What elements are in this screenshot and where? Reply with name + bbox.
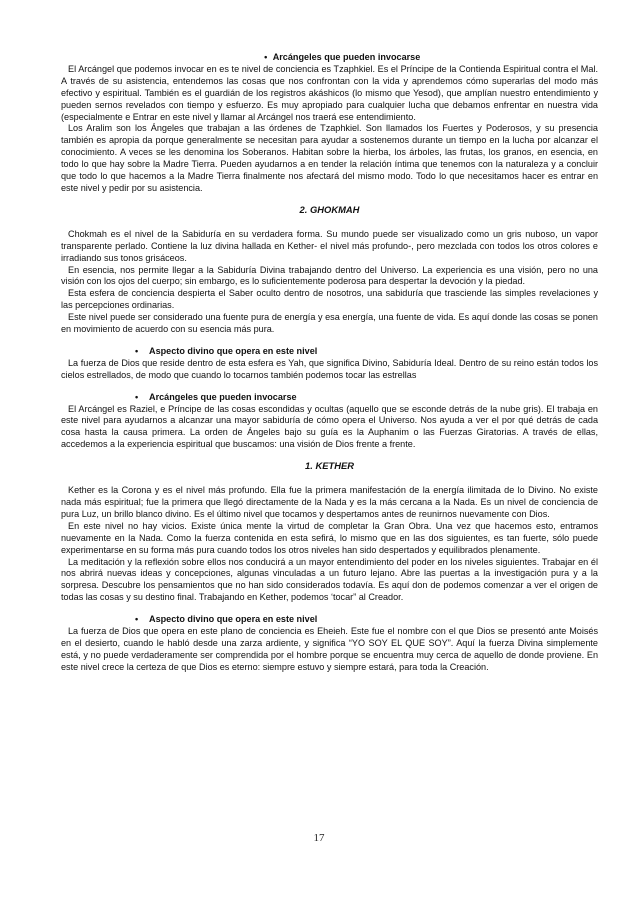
spacer [61,604,598,614]
spacer [61,336,598,346]
paragraph: La meditación y la reflexión sobre ellos nos conducirá a un mayor entendimiento del poder en los niveles siguientes. Trabajar en él nos abrirá nuevas ideas y concepciones, algunas vinculadas a un futuro lejano. Abre las puertas a la investigación pura y a la sorpresa. Descubre los pensamientos que no han sido considerados todavía. Es aquí don de podemos comenzar a ver el origen de todas las cosas y su destino final. Trabajando en Kether, podemos ‘tocar” al Creador. [61,556,598,603]
section-title-ghokmah: 2. GHOKMAH [299,203,360,215]
section-title-kether: 1. KETHER [305,460,354,472]
paragraph: Esta esfera de conciencia despierta el Saber oculto dentro de nosotros, una sabiduría que trasciende las simples revelaciones y las percepciones ordinarias. [61,288,598,311]
page-number: 17 [313,832,325,844]
paragraph: En esencia, nos permite llegar a la Sabiduría Divina trabajando dentro del Universo. La experiencia es una visión, pero no una visión con los ojos del cuerpo; sin embargo, es lo suficientemente poderosa para despertar la devoción y la piedad. [61,264,598,287]
paragraph: Kether es la Corona y es el nivel más profundo. Ella fue la primera manifestación de la energía ilimitada de lo Divino. No existe nada más espiritual; fue la primera que llegó directamente de la Nada y es la más cercana a la Nada. Es un nivel de conciencia de pura Luz, un brillo blanco divino. Es el último nivel que tocamos y despertamos antes de reunirnos nuevamente con Dios. [61,485,598,519]
heading-divine-aspect-1: • Aspecto divino que opera en este nivel [135,614,318,625]
paragraph: El Arcángel es Raziel, e Príncipe de las cosas escondidas y ocultas (aquello que se esconde detrás de la nube gris). El trabaja en este nivel para ayudarnos a alcanzar una mayor sabiduría de cómo opera el Universo. Nos ayuda a ver el por qué detrás de cada cosa hasta la causa primera. La orden de Ángeles bajo su guía es la Auphanim o las Fuerzas Giratorias. A través de ellas, accedemos a la experiencia espiritual que buscamos: una visión de Dios frente a frente. [61,403,598,450]
page-body [61,52,598,674]
bullet-icon: • [264,52,268,62]
heading-archangels-2: • Arcángeles que pueden invocarse [135,391,297,402]
spacer [61,382,598,392]
paragraph: La fuerza de Dios que opera en este plano de conciencia es Eheieh. Este fue el nombre con el que Dios se presentó ante Moisés en el desierto, cuando le habló desde una zarza ardiente, y significa “YO SOY EL QUE SOY”. Aquí la fuerza Divina simplemente está, y no puede verdaderamente ser comprendida por el hombre porque se encuentra muy cerca de aquello de donde proviene. En este nivel crece la certeza de que Dios es eterno: siempre estuvo y siempre estará, para toda la Creación. [61,626,598,672]
heading-archangels-3: • Arcángeles que pueden invocarse [81,52,598,64]
bullet-icon: • [135,345,139,356]
paragraph: Este nivel puede ser considerado una fuente pura de energía y esa energía, una fuente de vida. Es aquí donde las cosas se ponen en movimiento de acuerdo con su esencia más pura. [61,312,598,335]
paragraph: Los Aralim son los Ángeles que trabajan a las órdenes de Tzaphkiel. Son llamados los Fuertes y Poderosos, y su presencia también es apropia da porque generalmente se necesitan para ayudar a sostenemos durante un tiempo en la lucha por alcanzar el conocimiento. A veces se les denomina los Soberanos. Habitan sobre la hierba, los árboles, las frutas, los granos, en esencia, en todo lo que hay sobre la Madre Tierra. Pueden ayudarnos a en tender la relación íntima que tenemos con la naturaleza y a concluir que todo lo que hacemos a la Madre Tierra finalmente nos afectará del mismo modo. Todo lo que necesitamos hacer es entrar en este nivel y pedir por su asistencia. [61,123,598,193]
paragraph: La fuerza de Dios que reside dentro de esta esfera es Yah, que significa Divino, Sabiduría Ideal. Dentro de su reino están todos los cielos estrellados, de modo que cuando lo tocarnos también podemos tocar las estrellas [61,357,598,380]
bullet-icon: • [135,391,139,402]
paragraph: El Arcángel que podemos invocar en es te nivel de conciencia es Tzaphkiel. Es el Príncipe de la Contienda Espiritual contra el Mal. A través de su asistencia, entendemos las cosas que nos confrontan con la vida y aprendemos cómo superarlas del modo más efectivo y espiritual. También es el guardián de los registros akáshicos (lo mismo que Yesod), que amplían nuestro entendimiento y pueden sernos revelados con tiempo y esfuerzo. Es muy apropiado para cualquier lucha que debamos enfrentar en nuestra vida (especialmente e Entrar en este nivel y llamar al Arcángel nos traerá ese entendimiento. [61,63,598,122]
paragraph: Chokmah es el nivel de la Sabiduría en su verdadera forma. Su mundo puede ser visualizado como un gris nuboso, un vapor transparente perlado. Contiene la luz divina hallada en Kether- el nivel más profundo-, pero mezclada con todos los otros colores e irradiando sus tonos grisáceos. [61,228,598,263]
paragraph: En este nivel no hay vicios. Existe única mente la virtud de completar la Gran Obra. Una vez que hacemos esto, entramos nuevamente en la Nada. Como la fuerza contenida en esta sefirá, lo mismo que en las dos siguientes, es tan fuerte, sólo puede experimentarse en su forma más pura cuando todos los otros niveles han sido despertados y equilibrados plenamente. [61,520,598,555]
bullet-icon: • [135,614,139,625]
heading-divine-aspect-2: • Aspecto divino que opera en este nivel [135,345,318,356]
